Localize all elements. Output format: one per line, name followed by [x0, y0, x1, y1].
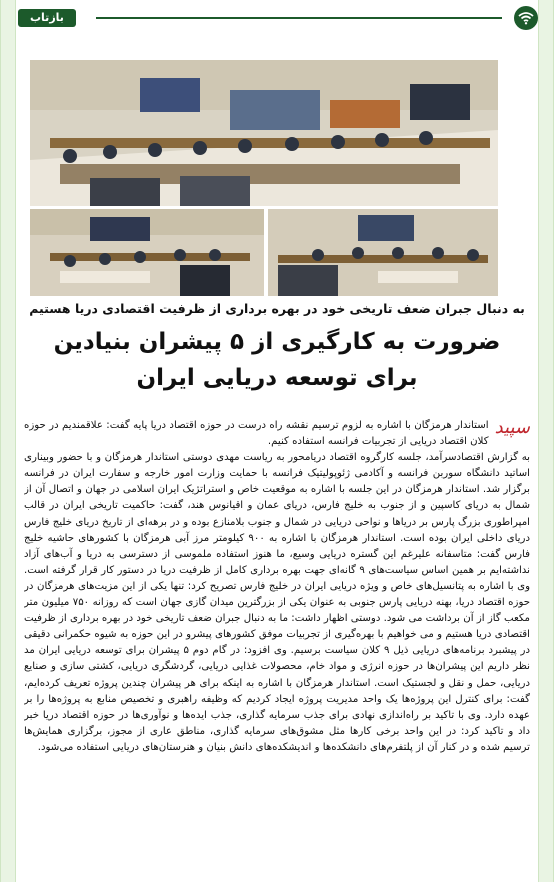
headline-block [24, 300, 530, 396]
article-body [24, 418, 530, 858]
header-rule [96, 17, 502, 19]
article-paragraph-lead: استاندار هرمزگان با اشاره به لزوم ترسیم نقشه راه درست در حوزه اقتصاد دریا پایه گفت: علاقمندیم در حوزه کلان اقتصاد دریایی از تجربیات فرانسه استفاده کنیم. [24, 420, 489, 448]
wifi-icon [514, 6, 538, 30]
section-header [16, 6, 538, 30]
left-page-stripe [0, 0, 16, 882]
meeting-photo-main [30, 60, 498, 206]
meeting-photo-left [30, 209, 264, 296]
article-title-line-2: برای توسعه دریایی ایران [136, 365, 418, 391]
right-page-stripe [538, 0, 554, 882]
article-paragraph-main: به گزارش اقتصادسرآمد، جلسه کارگروه اقتصاد دریامحور به ریاست مهدی دوستی استاندار هرمزگان و با حضور وبیناری اساتید دانشگاه سوربن فرانسه و آکادمی ژئوپولیتیک فرانسه با حمایت وزارت امور خارجه و سفارت ایران در فرانسه برگزار شد. استاندار هرمزگان در این جلسه با اشاره به موقعیت خاص و استراتژیک ایران اسلامی در جهان و اتصال آن از شمال به دریای کاسپین و از جنوب به خلیج فارس، دریای عمان و اقیانوس هند، گفت: حاکمیت تاریخی ایران در قالب امپراطوری بزرگ پارس بر دریاها و نواحی دریایی در شمال و جنوب بلامنازع بوده و در برهه‌ای از تاریخ دریای خلیج فارس دریای داخلی ایران بوده است. استاندار هرمزگان با اشاره به ۹۰۰ کیلومتر مرز آبی هرمزگان با کشورهای حاشیه خلیج فارس گفت: متاسفانه علیرغم این گستره دریایی وسیع، ما هنوز استفاده ملموسی از دسترسی به دریا و آب‌های آزاد نداشته‌ایم بر همین اساس سیاست‌های ۹ گانه‌ای جهت بهره برداری کامل از ظرفیت دریا در دستور کار قرار گرفته است. وی با اشاره به پتانسیل‌های خاص و ویژه دریایی ایران در خلیج فارس تصریح کرد: تنها یکی از این مزیت‌های هرمزگان در حوزه اقتصاد دریا، بهنه دریایی پارس جنوبی به عنوان یکی از بزرگترین میدان گازی جهان است که روزانه ۷۵۰ میلیون متر مکعب گاز از آن برداشت می شود. دوستی اظهار داشت: ما به دنبال جبران ضعف تاریخی خود در بهره برداری از ظرفیت اقتصادی دریا هستیم و می خواهیم با بهره‌گیری از تجربیات موفق کشورهای پیشرو در این حوزه به شیوه حکمرانی دقیقی در پیشبرد برنامه‌های دریایی ذیل ۹ کلان سیاست برسیم. وی افزود: در گام دوم ۵ پیشران برای توسعه دریایی ایران مد نظر داریم این پیشران‌ها در حوزه انرژی و مواد خام، محصولات غذایی دریایی، گردشگری دریایی، کشتی سازی و صنایع دریایی، حمل و نقل و لجستیک است. استاندار هرمزگان با اشاره به اینکه برای هر پیشران چندین پروژه تعریف کرده‌ایم، گفت: برای کنترل این پروژه‌ها یک واحد مدیریت پروژه ایجاد کردیم که وظیفه راهبری و تخصیص منابع به پروژه‌ها را بر عهده دارد. وی با تاکید بر راه‌اندازی نهادی برای جذب سرمایه گذاری، جذب ایده‌ها و نوآوری‌ها در حوزه اقتصاد دریا خبر داد و تاکید کرد: در این واحد برخی کارها مثل مشوق‌های سرمایه گذاری، مناطق عاری از مجوز، برگزاری همایش‌ها ترسیم شده و در کنار آن از پلتفرم‌های دانشکده‌ها و اندیشکده‌های دانش بنیان و هنرستان‌های دریایی استفاده می‌شود. [24, 452, 530, 753]
meeting-photo-collage [30, 60, 498, 296]
article-title-line-1: ضرورت به کارگیری از ۵ پیشران بنیادین [53, 329, 501, 355]
meeting-photo-right [268, 209, 498, 296]
section-label: بازتاب [18, 9, 76, 27]
byline-logo: سپید [494, 418, 530, 438]
article-kicker: به دنبال جبران ضعف تاریخی خود در بهره برداری از ظرفیت اقتصادی دریا هستیم [29, 301, 525, 316]
